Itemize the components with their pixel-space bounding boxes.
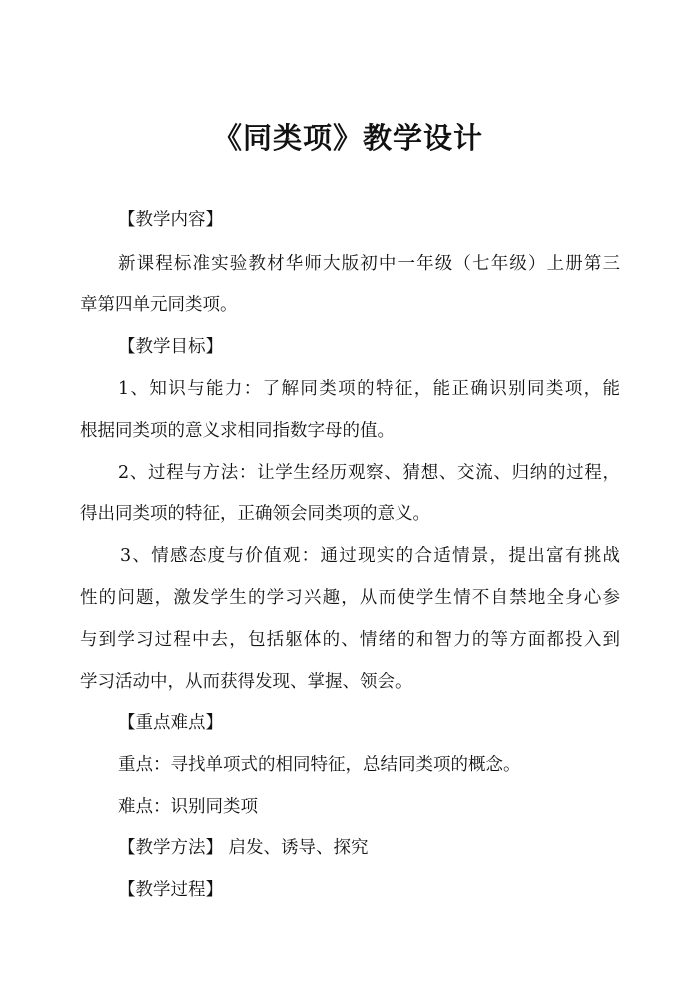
section-heading-process: 【教学过程】 bbox=[118, 880, 223, 900]
paragraph-line: 难点：识别同类项 bbox=[118, 797, 258, 817]
paragraph-line: 2、过程与方法：让学生经历观察、猜想、交流、归纳的过程， bbox=[118, 463, 620, 483]
paragraph-line: 性的问题，激发学生的学习兴趣，从而使学生情不自禁地全身心参 bbox=[80, 588, 620, 608]
paragraph-line: 3、情感态度与价值观：通过现实的合适情景，提出富有挑战 bbox=[120, 546, 620, 566]
section-heading-goals: 【教学目标】 bbox=[118, 337, 223, 357]
paragraph-line: 根据同类项的意义求相同指数字母的值。 bbox=[80, 421, 395, 441]
section-heading-method: 【教学方法】 启发、诱导、探究 bbox=[118, 838, 369, 858]
section-heading-key: 【重点难点】 bbox=[118, 713, 223, 733]
section-heading-content: 【教学内容】 bbox=[118, 210, 223, 230]
paragraph-line: 与到学习过程中去，包括躯体的、情绪的和智力的等方面都投入到 bbox=[80, 630, 620, 650]
paragraph-line: 得出同类项的特征，正确领会同类项的意义。 bbox=[80, 504, 430, 524]
paragraph-line: 1、知识与能力：了解同类项的特征，能正确识别同类项，能 bbox=[118, 379, 620, 399]
paragraph-line: 学习活动中，从而获得发现、掌握、领会。 bbox=[80, 672, 413, 692]
paragraph-line: 重点：寻找单项式的相同特征，总结同类项的概念。 bbox=[118, 755, 521, 775]
paragraph-line: 新课程标准实验教材华师大版初中一年级（七年级）上册第三 bbox=[118, 254, 620, 274]
document-title: 《同类项》教学设计 bbox=[212, 121, 483, 155]
paragraph-line: 章第四单元同类项。 bbox=[80, 295, 238, 315]
